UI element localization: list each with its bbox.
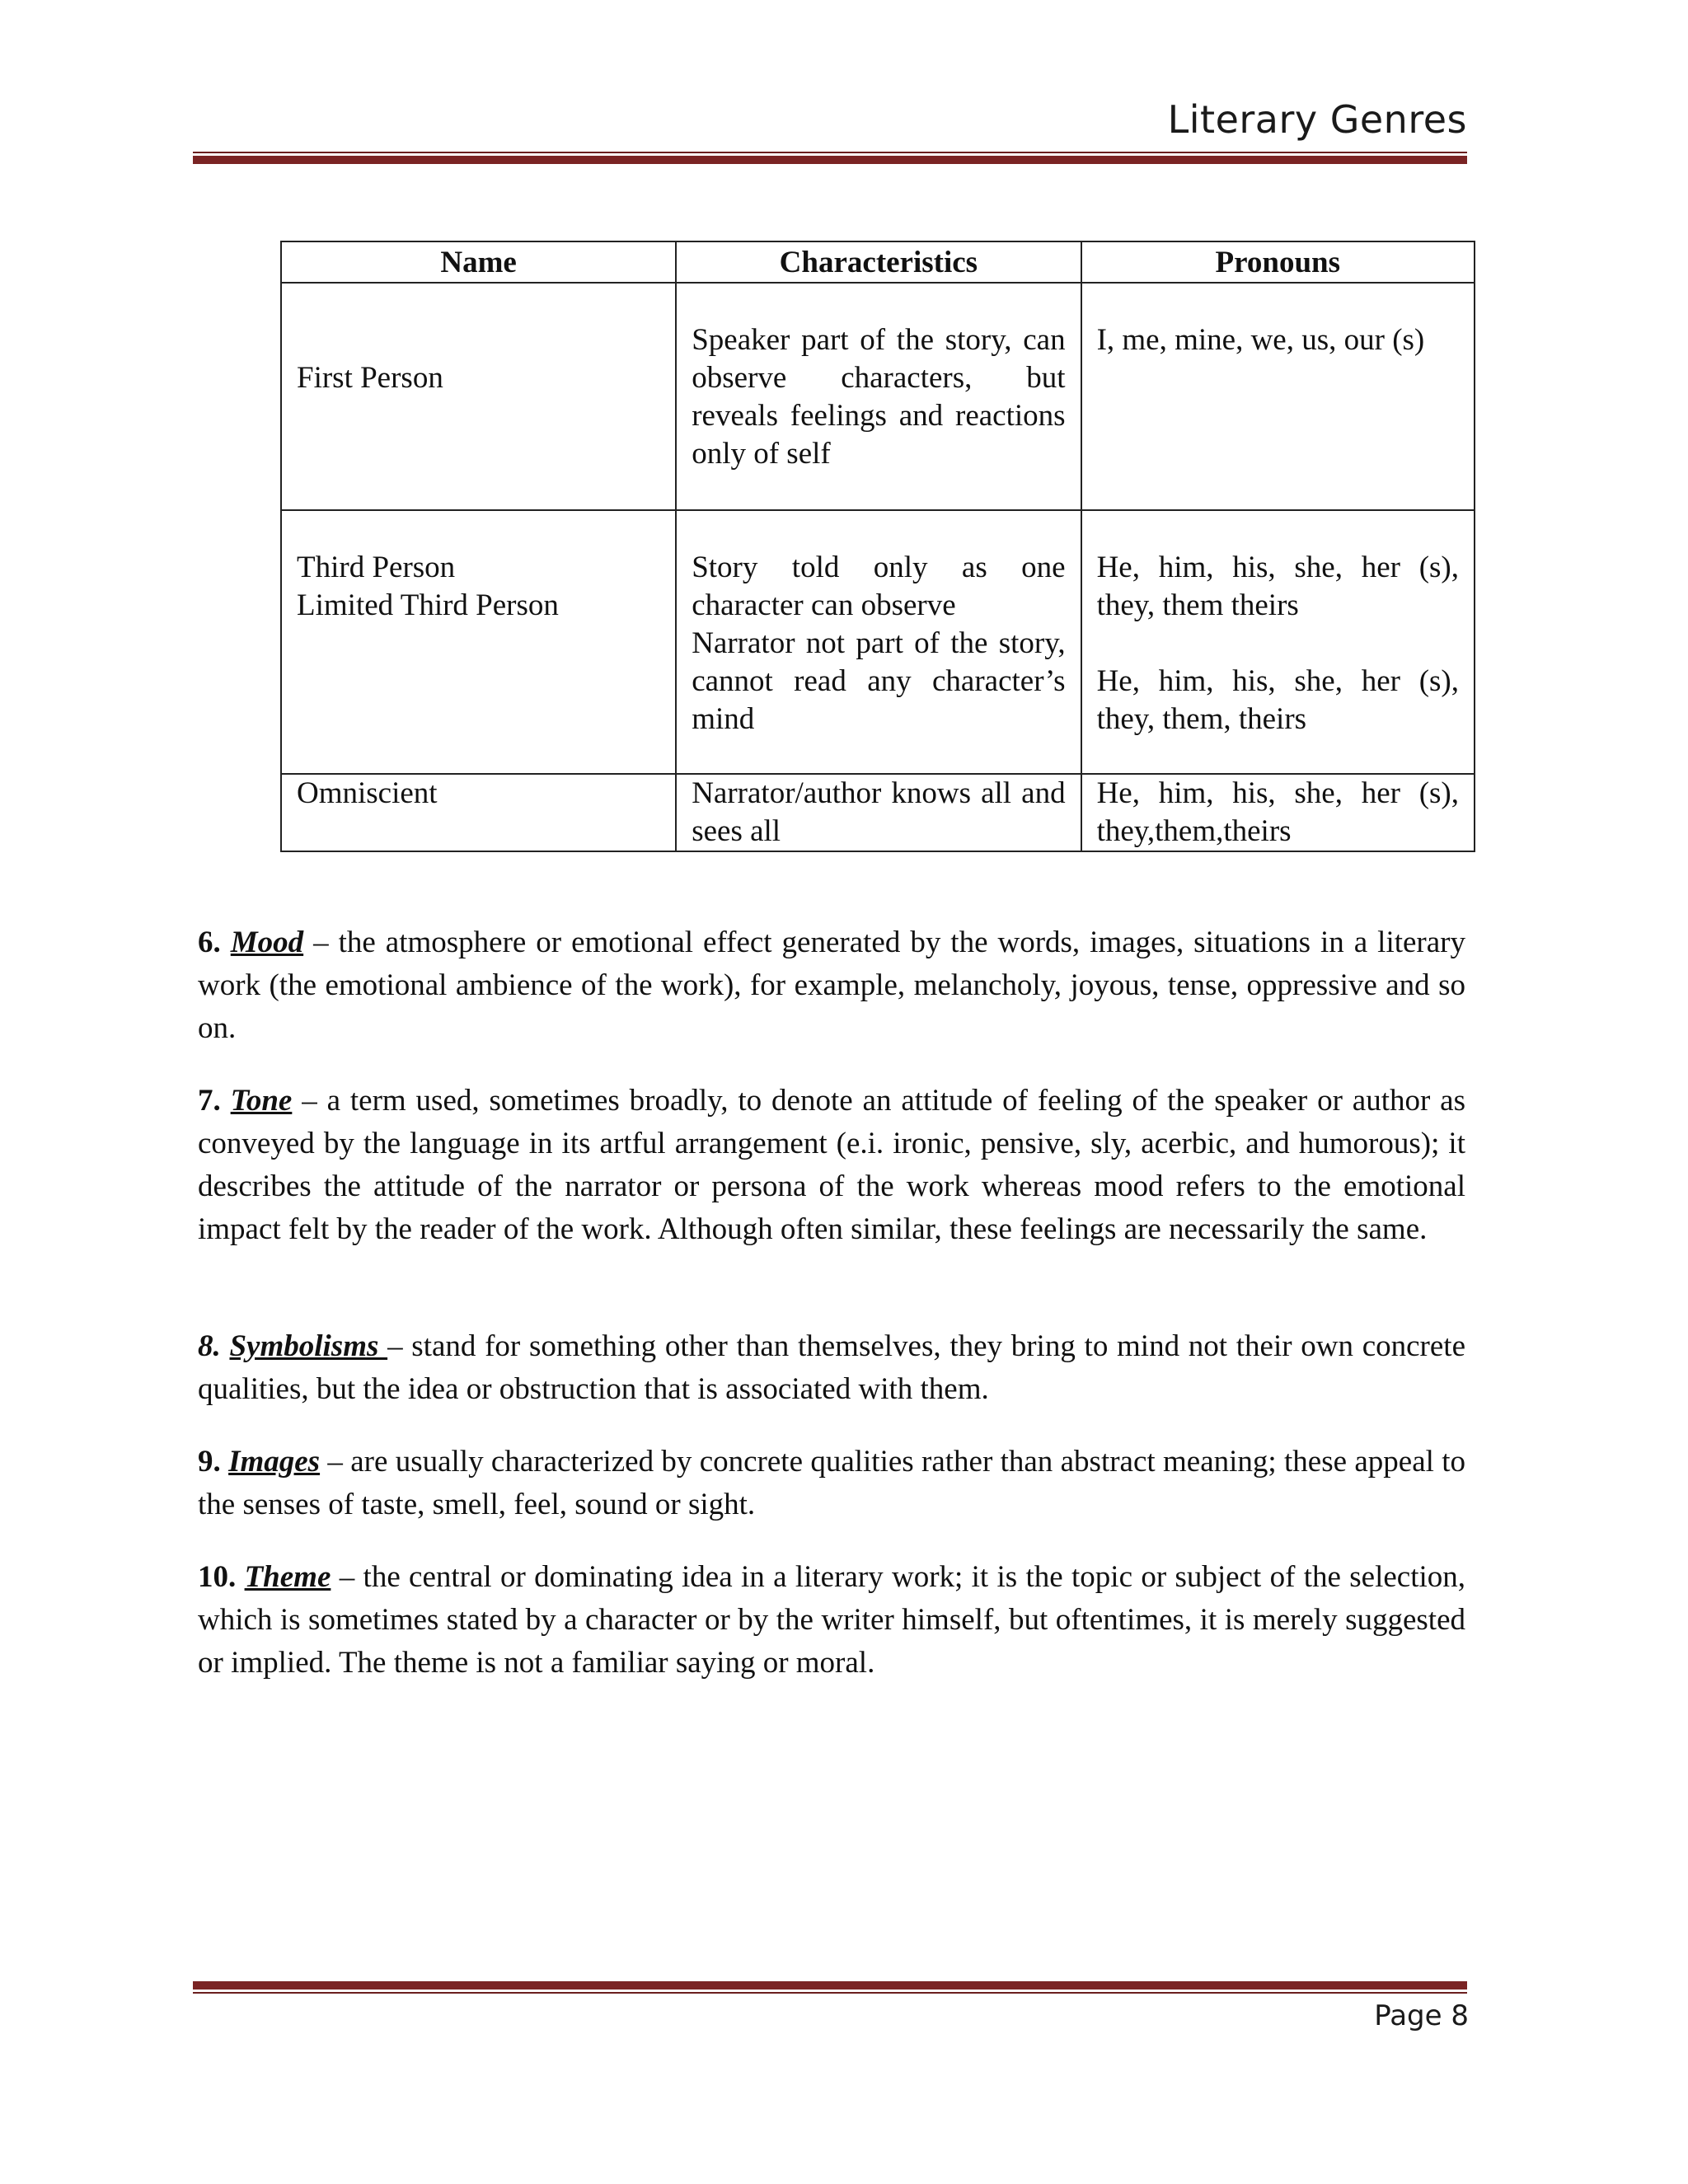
cell-characteristics	[676, 774, 1081, 851]
paragraph-tone	[198, 1080, 1465, 1251]
cell-name-text: First Person	[297, 361, 443, 395]
term-images: Images	[228, 1445, 321, 1479]
cell-pronouns	[1081, 510, 1475, 774]
cell-name	[281, 510, 676, 774]
item-number: 9.	[198, 1445, 221, 1479]
definition-text: – are usually characterized by concrete qualities rather than abstract meaning; these appeal to the senses of taste, smell, feel, sound or sight.	[198, 1445, 1465, 1521]
paragraph-symbolisms	[198, 1325, 1465, 1411]
paragraph-images	[198, 1441, 1465, 1526]
cell-characteristics-text: Narrator/author knows all and sees all	[692, 776, 1066, 848]
column-header-name: Name	[281, 241, 676, 283]
page-number: Page 8	[1374, 1999, 1469, 2032]
point-of-view-table	[280, 241, 1475, 852]
cell-characteristics	[676, 510, 1081, 774]
paragraph-mood	[198, 921, 1465, 1050]
cell-characteristics-text: Narrator not part of the story, cannot read any character’s mind	[692, 626, 1066, 736]
cell-name	[281, 774, 676, 851]
definition-text: – the atmosphere or emotional effect generated by the words, images, situations in a literary work (the emotional ambience of the work), for example, melancholy, joyous, tense, oppressive and so on.	[198, 926, 1465, 1045]
definition-text: – the central or dominating idea in a literary work; it is the topic or subject of the selection, which is sometimes stated by a character or by the writer himself, but oftentimes, it is merely suggested or implied. The theme is not a familiar saying or moral.	[198, 1560, 1466, 1680]
term-mood: Mood	[230, 926, 304, 959]
footer-rule	[193, 1981, 1467, 1994]
item-number: 10.	[198, 1560, 237, 1594]
item-number: 8.	[198, 1329, 221, 1363]
cell-characteristics-text: Speaker part of the story, can observe characters, but reveals feelings and reactions only of self	[692, 323, 1066, 471]
term-theme: Theme	[244, 1560, 331, 1594]
header-rule	[193, 152, 1467, 164]
definition-text: – stand for something other than themselves, they bring to mind not their own concrete qualities, but the idea or obstruction that is associated with them.	[198, 1329, 1465, 1406]
item-number: 6.	[198, 926, 221, 959]
table-row	[281, 774, 1475, 851]
cell-pronouns-text: I, me, mine, we, us, our (s)	[1096, 323, 1425, 357]
cell-characteristics-text: Story told only as one character can observe	[692, 551, 1066, 622]
cell-pronouns	[1081, 774, 1475, 851]
term-symbolisms: Symbolisms	[229, 1329, 388, 1363]
cell-name-text: Limited Third Person	[297, 588, 559, 622]
cell-characteristics	[676, 283, 1081, 510]
cell-pronouns-text: He, him, his, she, her (s), they, them theirs	[1096, 551, 1459, 622]
page-header-title: Literary Genres	[1167, 97, 1467, 142]
paragraph-theme	[198, 1556, 1465, 1685]
column-header-characteristics: Characteristics	[676, 241, 1081, 283]
term-tone: Tone	[230, 1084, 293, 1118]
column-header-pronouns: Pronouns	[1081, 241, 1475, 283]
table-header-row	[281, 241, 1475, 283]
table-row	[281, 283, 1475, 510]
cell-name	[281, 283, 676, 510]
item-number: 7.	[198, 1084, 221, 1118]
definition-text: – a term used, sometimes broadly, to denote an attitude of feeling of the speaker or author as conveyed by the language in its artful arrangement (e.i. ironic, pensive, sly, acerbic, and humorous); it describes the attitude of the narrator or persona of the work whereas mood refers to the emotional impact felt by the reader of the work. Although often similar, these feelings are necessarily the same.	[198, 1084, 1465, 1246]
table-row	[281, 510, 1475, 774]
cell-pronouns-text: He, him, his, she, her (s), they, them, theirs	[1096, 664, 1459, 736]
cell-pronouns	[1081, 283, 1475, 510]
cell-name-text: Third Person	[297, 551, 456, 584]
cell-name-text: Omniscient	[297, 776, 438, 810]
cell-pronouns-text: He, him, his, she, her (s), they,them,theirs	[1096, 776, 1459, 848]
